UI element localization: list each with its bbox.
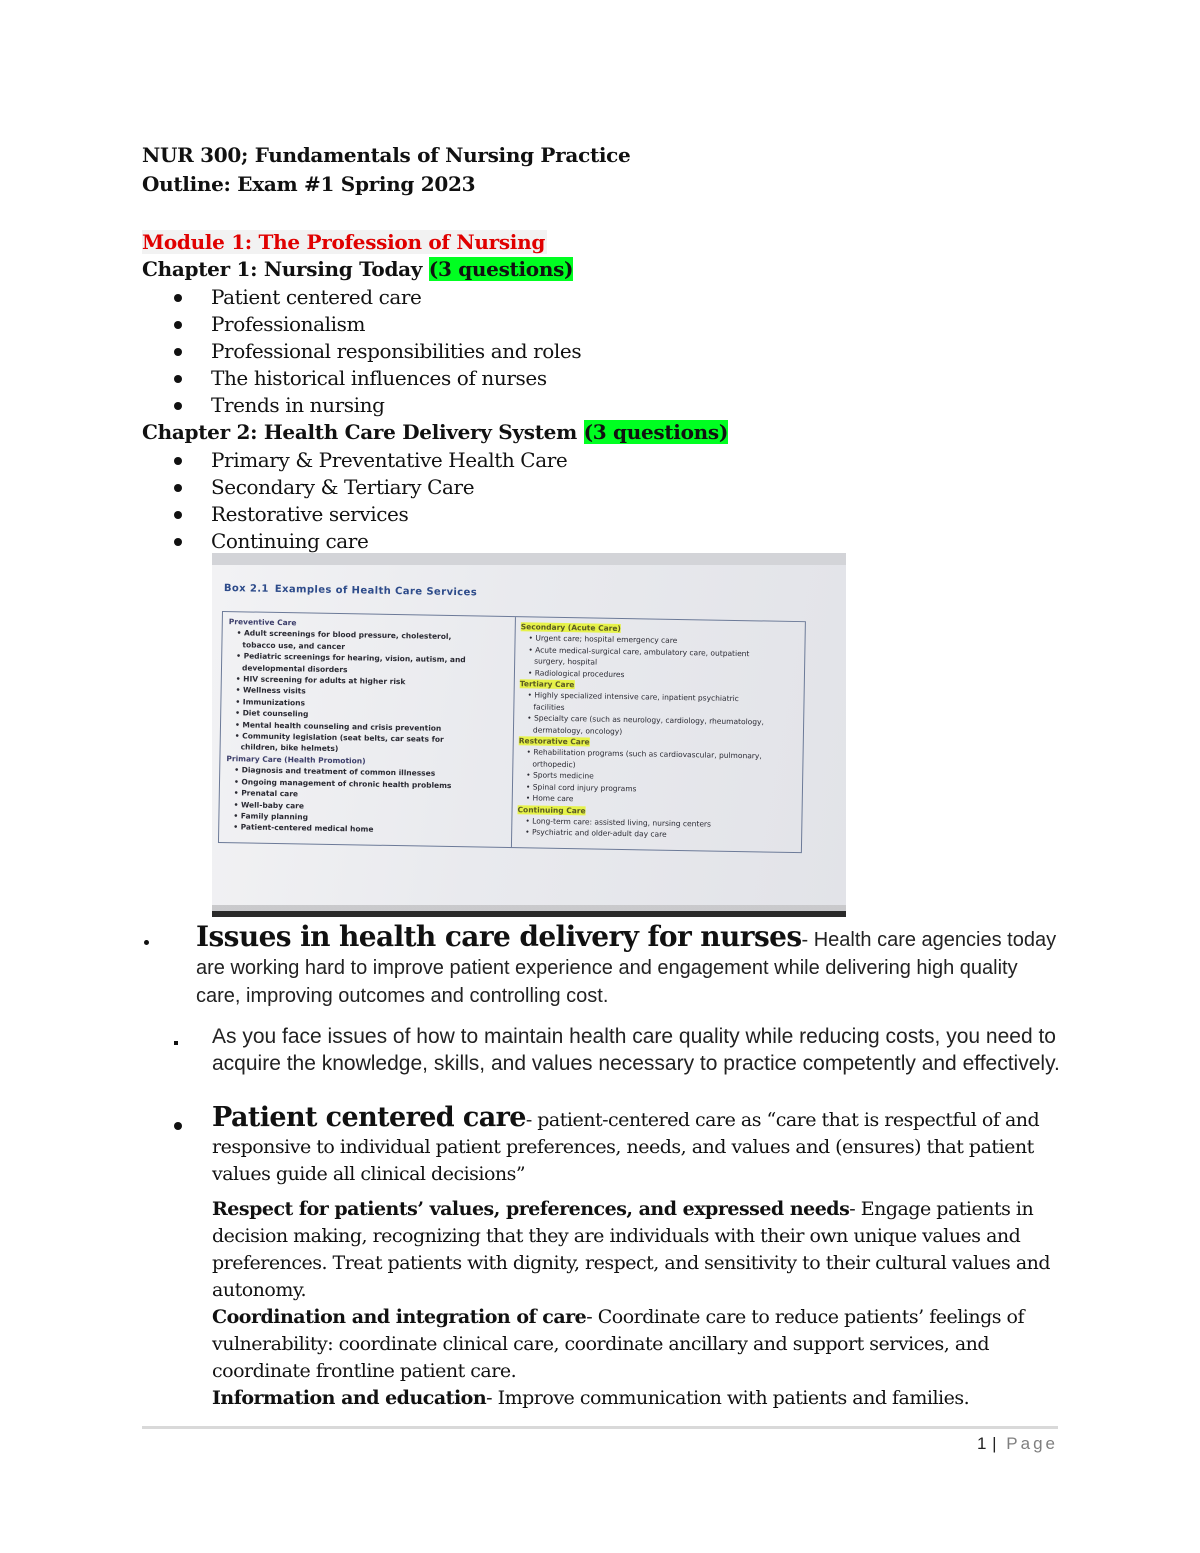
box-line: • Patient-centered medical home (233, 822, 374, 834)
box-line: • Urgent care; hospital emergency care (528, 633, 678, 646)
box-line: facilities (533, 702, 565, 712)
chapter-2-questions: (3 questions) (583, 420, 728, 444)
left-column (225, 616, 466, 837)
information-paragraph (212, 1385, 1062, 1412)
box-line: • HIV screening for adults at higher risk (235, 674, 406, 687)
box-label: Box 2.1 (223, 583, 269, 595)
chapter-2-heading (142, 420, 728, 444)
information-heading: Information and education (212, 1387, 487, 1409)
list-item: Trends in nursing (174, 392, 581, 419)
bullet-icon (174, 375, 182, 383)
highlighted-heading: Secondary (Acute Care) (520, 622, 621, 633)
issues-sub-paragraph: As you face issues of how to maintain health care quality while reducing costs, you need to acquire the knowledge, skills, and values necessary to practice competently and effectively. (212, 1025, 1060, 1075)
right-column (517, 621, 765, 842)
list-item: Patient centered care (174, 284, 581, 311)
list-item: The historical influences of nurses (174, 365, 581, 392)
page-number (977, 1434, 1058, 1454)
bullet-icon (174, 1041, 178, 1045)
chapter-2-title: Chapter 2: Health Care Delivery System (142, 420, 584, 444)
page-label: Page (1006, 1434, 1058, 1453)
bullet-icon (174, 402, 182, 410)
bullet-icon (144, 940, 149, 945)
list-item: Restorative services (174, 501, 567, 528)
box-line: • Prenatal care (233, 788, 299, 799)
respect-text: - Engage patients in decision making, recognizing that they are individuals with their own unique values and preferences. Treat patients with dignity, respect, and sensitivity to their cultural values and autonomy. (212, 1198, 1051, 1301)
box-line: Preventive Care (228, 617, 297, 628)
box-heading: Examples of Health Care Services (274, 583, 478, 599)
box-line: • Wellness visits (235, 685, 306, 696)
pcc-text: - patient-centered care as “care that is respectful of and responsive to individual patient preferences, needs, and values and (ensures) that patient values guide all clinical decisions” (212, 1109, 1040, 1185)
coordination-paragraph (212, 1304, 1062, 1385)
box-line: • Acute medical-surgical care, ambulatory care, outpatient (528, 645, 750, 659)
box-line: • Ongoing management of chronic health problems (233, 776, 452, 790)
box-line: • Sports medicine (526, 770, 594, 781)
bullet-icon (174, 294, 182, 302)
box-line: • Community legislation (seat belts, car seats for (234, 731, 444, 744)
pcc-heading: Patient centered care (212, 1102, 526, 1133)
coordination-heading: Coordination and integration of care (212, 1306, 587, 1328)
box-line: • Specialty care (such as neurology, cardiology, rheumatology, (527, 713, 764, 727)
box-line: • Long-term care: assisted living, nursing centers (525, 816, 712, 829)
highlighted-heading: Restorative Care (518, 736, 590, 747)
bullet-icon (174, 321, 182, 329)
module-title: Module 1: The Profession of Nursing (142, 230, 546, 254)
coordination-text: - Coordinate care to reduce patients’ feelings of vulnerability: coordinate clinical care, coordinate ancillary and support services, and coordinate frontline patient care. (212, 1306, 1025, 1382)
chapter-1-title: Chapter 1: Nursing Today (142, 257, 429, 281)
highlighted-heading: Tertiary Care (519, 679, 575, 690)
bullet-icon (174, 538, 182, 546)
box-line: orthopedic) (532, 759, 576, 770)
chapter-1-heading (142, 257, 573, 281)
box-line: • Psychiatric and older-adult day care (525, 827, 667, 840)
box-line: • Well-baby care (233, 799, 305, 810)
photo-edge (212, 911, 846, 917)
box-line: • Adult screenings for blood pressure, cholesterol, (236, 628, 452, 642)
respect-heading: Respect for patients’ values, preferences, and expressed needs (212, 1198, 850, 1220)
chapter-1-questions: (3 questions) (428, 257, 574, 281)
footer-divider (142, 1426, 1058, 1429)
outline-title: Outline: Exam #1 Spring 2023 (142, 172, 476, 196)
box-line: • Diagnosis and treatment of common illnesses (234, 765, 436, 779)
box-line: • Spinal cord injury programs (525, 782, 637, 793)
box-line: surgery, hospital (534, 656, 598, 667)
bullet-icon (174, 511, 182, 519)
course-title: NUR 300; Fundamentals of Nursing Practice (142, 143, 631, 167)
box-line: • Mental health counseling and crisis prevention (234, 719, 442, 733)
box-line: • Radiological procedures (527, 667, 625, 679)
pcc-paragraph (212, 1104, 1062, 1188)
issues-paragraph (196, 920, 1066, 1010)
bullet-icon (174, 457, 182, 465)
box-line: • Rehabilitation programs (such as cardiovascular, pulmonary, (526, 747, 762, 761)
box-line: dermatology, oncology) (532, 725, 623, 736)
box-line: • Pediatric screenings for hearing, vision, autism, and (236, 651, 466, 665)
list-item: Primary & Preventative Health Care (174, 447, 567, 474)
box-line: • Highly specialized intensive care, inpatient psychiatric (527, 690, 739, 704)
page-number-value: 1 (976, 1434, 987, 1453)
column-divider (511, 617, 516, 847)
box-line: • Home care (525, 793, 574, 804)
respect-paragraph (212, 1196, 1062, 1304)
box-line: • Immunizations (235, 697, 306, 708)
chapter-1-list (174, 284, 581, 419)
bullet-icon (174, 484, 182, 492)
bullet-icon (174, 1122, 182, 1130)
box-line: tobacco use, and cancer (242, 640, 346, 651)
list-item: Secondary & Tertiary Care (174, 474, 567, 501)
box-line: • Diet counseling (235, 708, 309, 719)
information-text: - Improve communication with patients and families. (486, 1387, 970, 1409)
box-frame (218, 611, 806, 853)
list-item: Professionalism (174, 311, 581, 338)
chapter-2-list (174, 447, 567, 555)
issues-heading: Issues in health care delivery for nurses (196, 920, 802, 953)
box-line: developmental disorders (241, 662, 348, 674)
textbook-photo (212, 553, 846, 917)
box-line: children, bike helmets) (240, 742, 339, 754)
issues-text: - Health care agencies today are working hard to improve patient experience and engagement while delivering high quality care, improving outcomes and controlling cost. (196, 929, 1057, 1007)
list-item: Professional responsibilities and roles (174, 338, 581, 365)
box-line: Primary Care (Health Promotion) (226, 753, 366, 766)
list-item: Continuing care (174, 528, 567, 555)
page-separator: | (986, 1434, 1003, 1453)
bullet-icon (174, 348, 182, 356)
box-line: • Family planning (233, 811, 309, 822)
highlighted-heading: Continuing Care (517, 804, 586, 815)
